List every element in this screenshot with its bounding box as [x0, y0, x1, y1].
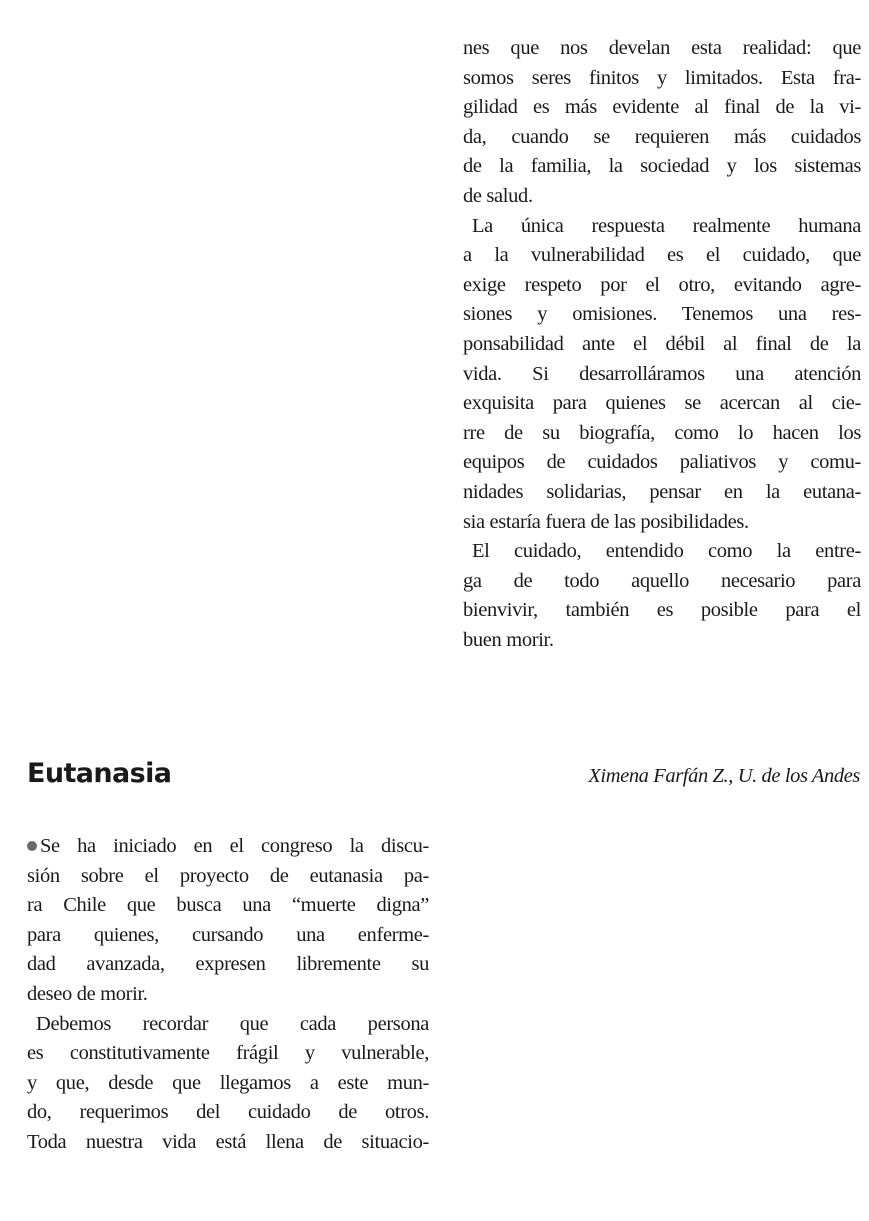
text-line: siones y omisiones. Tenemos una res- [463, 303, 861, 326]
text-line: de la familia, la sociedad y los sistemas [463, 155, 861, 178]
text-line: exige respeto por el otro, evitando agre- [463, 273, 861, 296]
text-line: bienvivir, también es posible para el [463, 599, 861, 622]
text-line: ra Chile que busca una “muerte digna” [27, 894, 429, 917]
text-line: sión sobre el proyecto de eutanasia pa- [27, 864, 429, 887]
text-line: nidades solidarias, pensar en la eutana- [463, 480, 861, 503]
text-line [27, 832, 429, 862]
text-line: sia estaría fuera de las posibilidades. [463, 510, 749, 533]
text-line: para quienes, cursando una enferme- [27, 923, 429, 946]
bullet-dot-icon [27, 841, 37, 851]
text-line: da, cuando se requieren más cuidados [463, 125, 861, 148]
text-line: nes que nos develan esta realidad: que [463, 37, 861, 59]
text-line: somos seres finitos y limitados. Esta fra- [463, 66, 861, 89]
article-headline: Eutanasia [27, 758, 172, 789]
text-line: ponsabilidad ante el débil al final de la [463, 332, 861, 355]
text-line: y que, desde que llegamos a este mun- [27, 1071, 429, 1094]
article-byline: Ximena Farfán Z., U. de los Andes [588, 765, 860, 787]
text-line: buen morir. [463, 628, 554, 651]
text-line: dad avanzada, expresen libremente su [27, 953, 429, 976]
text-line: exquisita para quienes se acercan al cie- [463, 392, 861, 415]
text-line: equipos de cuidados paliativos y comu- [463, 451, 861, 474]
text-line: Toda nuestra vida está llena de situacio- [27, 1130, 429, 1153]
text-line: rre de su biografía, como lo hacen los [463, 421, 861, 444]
text-line: do, requerimos del cuidado de otros. [27, 1101, 429, 1124]
article-right-column [463, 34, 861, 655]
text-line: a la vulnerabilidad es el cuidado, que [463, 244, 861, 267]
text-line: de salud. [463, 184, 533, 207]
text-line-content: Se ha iniciado en el congreso la discu- [40, 835, 429, 857]
text-line: es constitutivamente frágil y vulnerable, [27, 1042, 429, 1065]
text-line: El cuidado, entendido como la entre- [472, 540, 861, 563]
text-line: La única respuesta realmente humana [472, 214, 861, 237]
text-line: Debemos recordar que cada persona [36, 1012, 429, 1035]
text-line: gilidad es más evidente al final de la vi- [463, 96, 861, 119]
article-left-column [27, 832, 429, 1158]
text-line: deseo de morir. [27, 982, 148, 1005]
text-line: ga de todo aquello necesario para [463, 569, 861, 592]
text-line: vida. Si desarrolláramos una atención [463, 362, 861, 385]
